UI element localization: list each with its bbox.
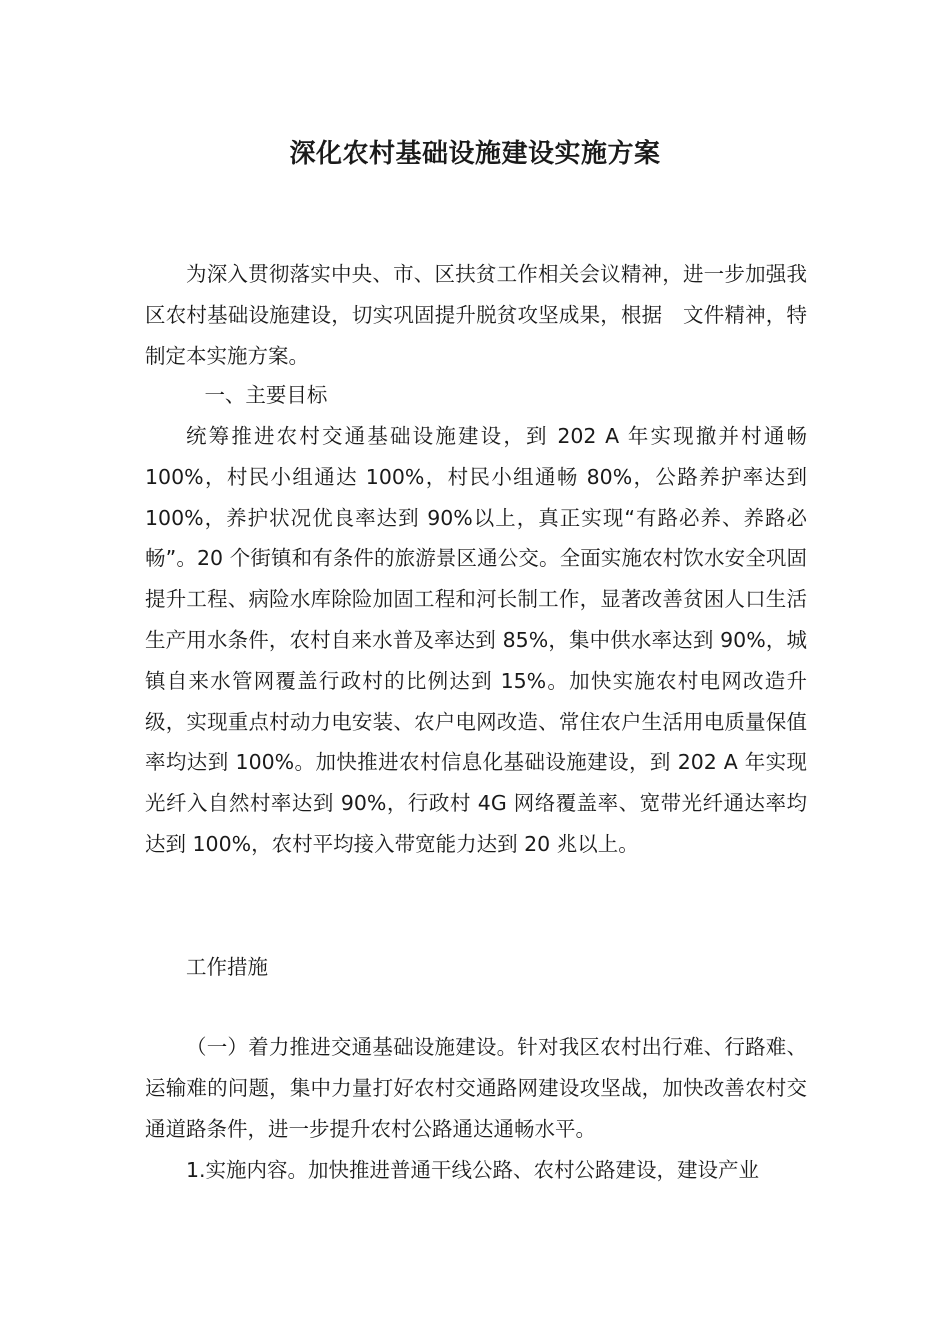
section-heading-work-measures: 工作措施 xyxy=(186,955,268,979)
document-title: 深化农村基础设施建设实施方案 xyxy=(289,139,661,169)
intro-paragraph: 为深入贯彻落实中央、市、区扶贫工作相关会议精神，进一步加强我区农村基础设施建设，切实巩固提升脱贫攻坚成果，根据 文件精神，特制定本实施方案。 xyxy=(145,262,807,368)
section-heading-main-goals: 一、主要目标 xyxy=(204,383,328,407)
goals-paragraph: 统筹推进农村交通基础设施建设，到 202 A 年实现撤并村通畅 100%，村民小组通达 100%，村民小组通畅 80%，公路养护率达到 100%，养护状况优良率达到 90%以上，真正实现“有路必养、养路必畅”。20 个街镇和有条件的旅游景区通公交。全面实施农村饮水安全巩固提升工程、病险水库除险加固工程和河长制工作，显著改善贫困人口生活生产用水条件，农村自来水普及率达到 85%，集中供水率达到 90%，城镇自来水管网覆盖行政村的比例达到 15%。加快实施农村电网改造升级，实现重点村动力电安装、农户电网改造、常住农户生活用电质量保值率均达到 100%。加快推进农村信息化基础设施建设，到 202 A 年实现光纤入自然村率达到 90%，行政村 4G 网络覆盖率、宽带光纤通达率均达到 100%，农村平均接入带宽能力达到 20 兆以上。 xyxy=(145,424,807,856)
content-paragraph-implementation: 1.实施内容。加快推进普通干线公路、农村公路建设，建设产业 xyxy=(186,1158,760,1182)
measure-paragraph-transport: （一）着力推进交通基础设施建设。针对我区农村出行难、行路难、运输难的问题，集中力量打好农村交通路网建设攻坚战，加快改善农村交通道路条件，进一步提升农村公路通达通畅水平。 xyxy=(145,1035,807,1141)
